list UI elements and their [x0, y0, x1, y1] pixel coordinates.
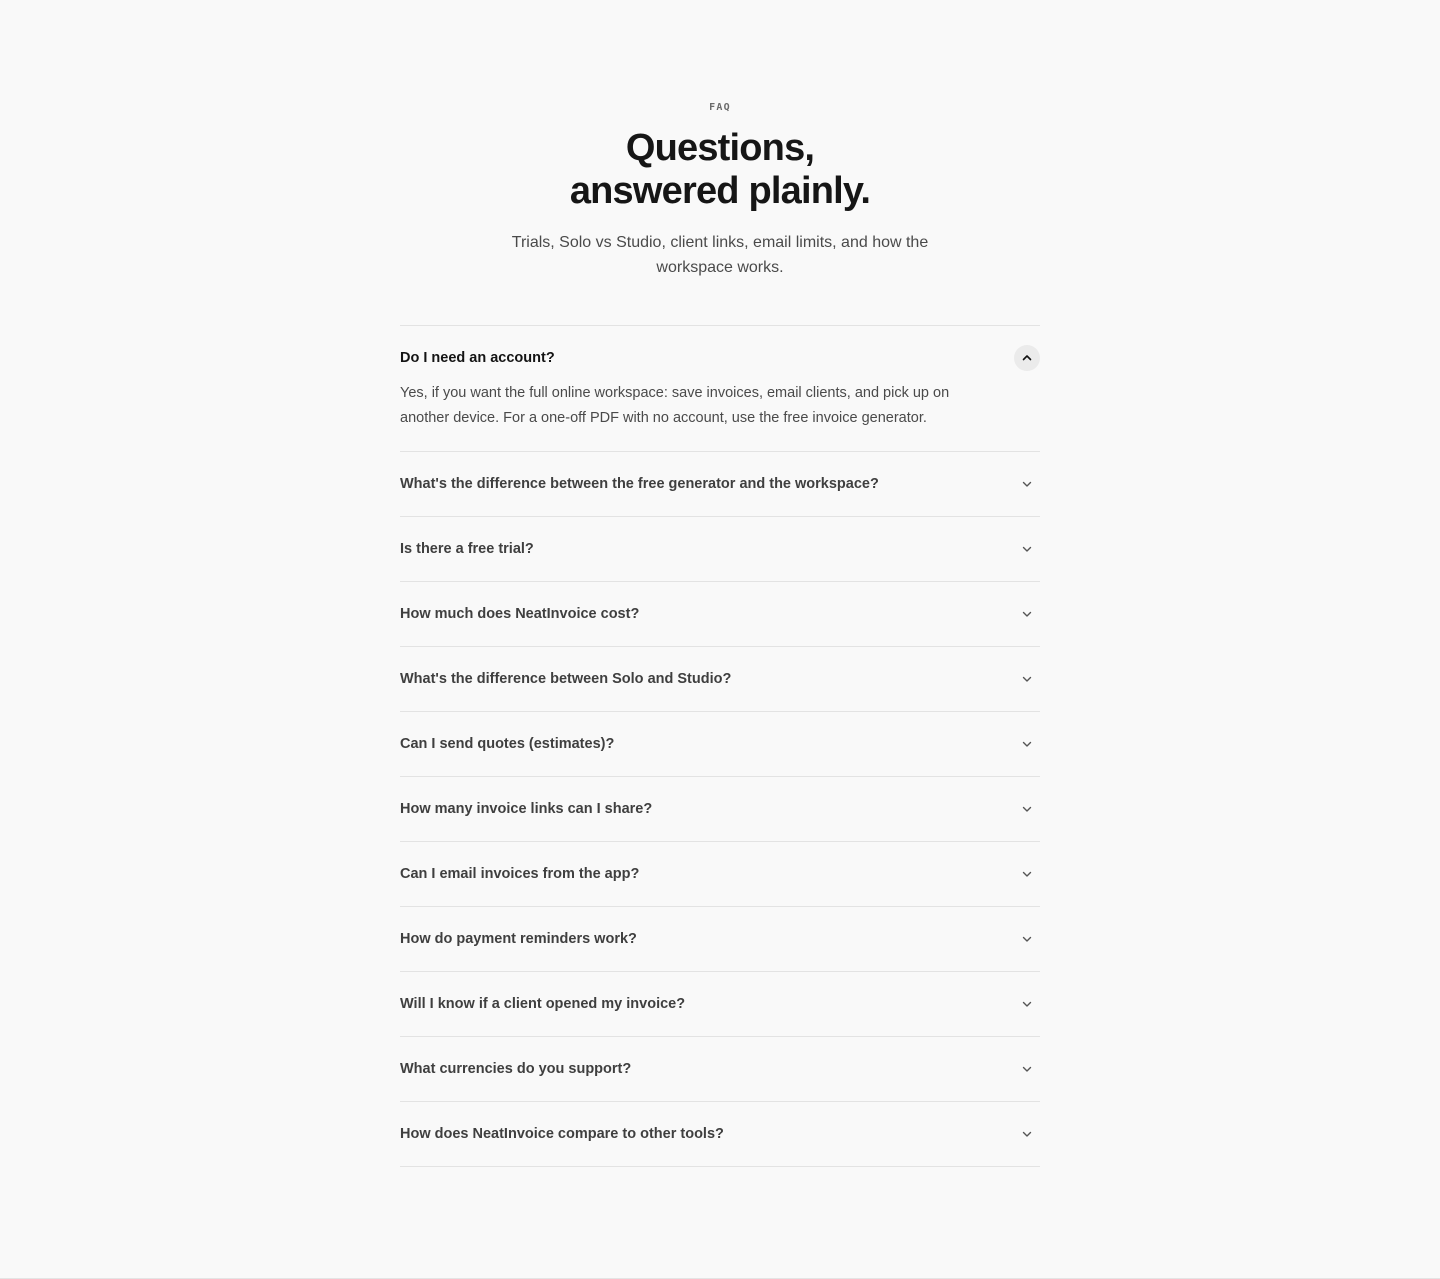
- chevron-down-icon[interactable]: [1014, 731, 1040, 757]
- faq-question-toggle[interactable]: [400, 1102, 1040, 1166]
- faq-item: [400, 326, 1040, 452]
- faq-question-toggle[interactable]: [400, 1037, 1040, 1101]
- faq-question-text: How much does NeatInvoice cost?: [400, 606, 640, 622]
- faq-item: [400, 842, 1040, 907]
- chevron-down-icon[interactable]: [1014, 991, 1040, 1017]
- faq-section: [400, 0, 1040, 1167]
- faq-item: [400, 777, 1040, 842]
- faq-question-toggle[interactable]: [400, 517, 1040, 581]
- faq-question-text: Will I know if a client opened my invoice?: [400, 996, 686, 1012]
- faq-question-toggle[interactable]: [400, 972, 1040, 1036]
- faq-question-text: Can I send quotes (estimates)?: [400, 736, 615, 752]
- chevron-down-icon[interactable]: [1014, 926, 1040, 952]
- faq-question-text: Can I email invoices from the app?: [400, 866, 640, 882]
- faq-question-toggle[interactable]: [400, 842, 1040, 906]
- faq-question-toggle[interactable]: [400, 777, 1040, 841]
- section-eyebrow: FAQ: [709, 102, 731, 113]
- faq-item: [400, 1037, 1040, 1102]
- faq-question-toggle[interactable]: [400, 452, 1040, 516]
- faq-question-toggle[interactable]: [400, 712, 1040, 776]
- faq-item: [400, 972, 1040, 1037]
- chevron-down-icon[interactable]: [1014, 1056, 1040, 1082]
- section-title-line-1: Questions,: [625, 127, 815, 169]
- faq-question-toggle[interactable]: [400, 582, 1040, 646]
- faq-list: [400, 325, 1040, 1167]
- section-title-line-2: answered plainly.: [569, 170, 871, 212]
- faq-question-text: How does NeatInvoice compare to other tools?: [400, 1126, 724, 1142]
- chevron-down-icon[interactable]: [1014, 796, 1040, 822]
- chevron-down-icon[interactable]: [1014, 861, 1040, 887]
- faq-question-text: What's the difference between Solo and Studio?: [400, 671, 732, 687]
- chevron-down-icon[interactable]: [1014, 536, 1040, 562]
- faq-item: [400, 582, 1040, 647]
- faq-question-text: What currencies do you support?: [400, 1061, 632, 1077]
- faq-question-toggle[interactable]: [400, 647, 1040, 711]
- section-subtitle: Trials, Solo vs Studio, client links, email limits, and how the workspace works.: [511, 234, 929, 276]
- faq-question-toggle[interactable]: [400, 907, 1040, 971]
- chevron-up-icon[interactable]: [1014, 345, 1040, 371]
- chevron-down-icon[interactable]: [1014, 666, 1040, 692]
- faq-item: [400, 517, 1040, 582]
- faq-question-text: Do I need an account?: [400, 350, 555, 366]
- faq-answer-text: Yes, if you want the full online workspace: save invoices, email clients, and pick up on another device. For a one-off PDF with no account, use the free invoice generator.: [400, 385, 950, 426]
- faq-item: [400, 452, 1040, 517]
- faq-question-text: What's the difference between the free generator and the workspace?: [400, 476, 879, 492]
- faq-question-text: How do payment reminders work?: [400, 931, 637, 947]
- faq-item: [400, 907, 1040, 972]
- chevron-down-icon[interactable]: [1014, 1121, 1040, 1147]
- chevron-down-icon[interactable]: [1014, 601, 1040, 627]
- faq-item: [400, 1102, 1040, 1167]
- faq-item: [400, 647, 1040, 712]
- section-title: [400, 127, 1040, 213]
- faq-question-text: How many invoice links can I share?: [400, 801, 653, 817]
- faq-question-text: Is there a free trial?: [400, 541, 534, 557]
- faq-item: [400, 712, 1040, 777]
- chevron-down-icon[interactable]: [1014, 471, 1040, 497]
